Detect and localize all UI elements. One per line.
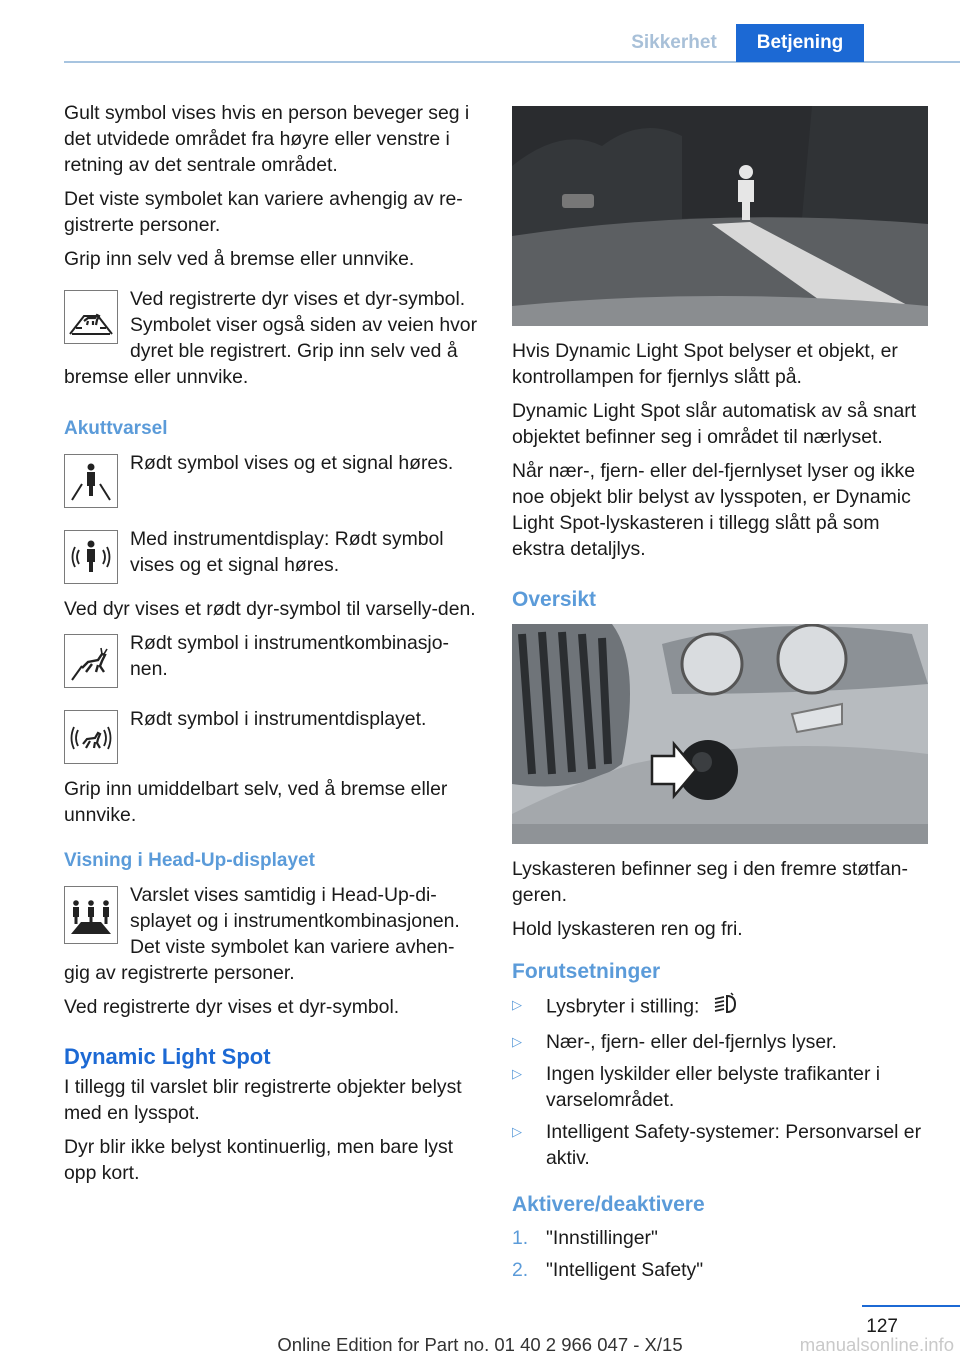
- animal-warning-text: Ved registrerte dyr vises et dyr-symbol. Symbolet viser også siden av veien hvor dyret ble registrert. Grip inn selv ved å bremse eller unnvike.: [64, 288, 478, 388]
- triangle-bullet-icon: ▷: [512, 1124, 522, 1139]
- person-signal-icon: [64, 530, 118, 584]
- road-light-spot-image: [512, 106, 928, 326]
- left-column: [64, 100, 480, 1194]
- paragraph-animal-red: Ved dyr vises et rødt dyr-symbol til varselly-den.: [64, 598, 476, 620]
- footer-rule: [862, 1305, 960, 1307]
- list-item: ▷ Lysbryter i stilling:: [512, 992, 928, 1023]
- requirements-list: [512, 992, 928, 1171]
- heading-dynamic-light-spot: Dynamic Light Spot: [64, 1044, 271, 1069]
- heading-aktivere: Aktivere/deaktivere: [512, 1193, 705, 1216]
- headlight-bumper-image: [512, 624, 928, 844]
- paragraph-dls-2: Dyr blir ikke belyst kontinuerlig, men bare lyst opp kort.: [64, 1136, 454, 1184]
- display-block: [64, 706, 480, 768]
- paragraph-dls-1: I tillegg til varslet blir registrerte objekter belyst med en lysspot.: [64, 1076, 462, 1124]
- edition-footer: Online Edition for Part no. 01 40 2 966 047 - X/15: [277, 1334, 683, 1355]
- list-item: 2. "Intelligent Safety": [512, 1259, 704, 1281]
- list-item: ▷ Nær-, fjern- eller del-fjernlys lyser.: [512, 1031, 837, 1053]
- deer-road-icon: [64, 634, 118, 688]
- hud-block: [64, 882, 480, 986]
- instrument-display-block: [64, 526, 480, 588]
- instrument-display-text: Med instrumentdisplay: Rødt symbol vises og et signal høres.: [130, 528, 444, 576]
- display-text: Rødt symbol i instrumentdisplayet.: [130, 708, 427, 730]
- list-item: ▷ Intelligent Safety-systemer: Personvarsel er aktiv.: [512, 1121, 922, 1169]
- page-number: 127: [866, 1316, 898, 1337]
- heading-oversikt: Oversikt: [512, 588, 597, 611]
- heading-hud: Visning i Head-Up-displayet: [64, 850, 315, 871]
- list-item: 1. "Innstillinger": [512, 1227, 658, 1249]
- watermark: manualsonline.info: [799, 1334, 954, 1355]
- persons-hud-icon: [64, 886, 118, 944]
- paragraph-hud-animal: Ved registrerte dyr vises et dyr-symbol.: [64, 996, 400, 1018]
- paragraph-right-1: Hvis Dynamic Light Spot belyser et objekt, er kontrollampen for fjernlys slått på.: [512, 340, 898, 388]
- kombi-block: [64, 630, 480, 692]
- kombi-text: Rødt symbol i instrumentkombinasjo-nen.: [130, 632, 449, 680]
- tab-sikkerhet[interactable]: Sikkerhet: [631, 32, 717, 53]
- hud-text: Varslet vises samtidig i Head-Up-di-splayet og i instrumentkombinasjonen. Det viste symbolet kan variere avhen-gig av registrerte personer.: [64, 884, 460, 984]
- animal-warning-block: [64, 286, 480, 390]
- triangle-bullet-icon: ▷: [512, 997, 522, 1012]
- heading-akuttvarsel: Akuttvarsel: [64, 418, 168, 439]
- paragraph-right-4: Lyskasteren befinner seg i den fremre støtfan-geren.: [512, 858, 908, 906]
- red-symbol-block: [64, 450, 480, 512]
- heading-forutsetninger: Forutsetninger: [512, 960, 661, 983]
- paragraph-right-3: Når nær-, fjern- eller del-fjernlyset lyser og ikke noe objekt blir belyst av lysspoten, er Dynamic Light Spot-lyskasteren i tillegg slått på som ekstra detaljlys.: [512, 460, 916, 560]
- list-item: ▷ Ingen lyskilder eller belyste trafikanter i varselområdet.: [512, 1063, 881, 1111]
- steps-list: [512, 1225, 928, 1283]
- paragraph-symbol-varies: Det viste symbolet kan variere avhengig av re-gistrerte personer.: [64, 188, 463, 236]
- right-column: [512, 106, 928, 1289]
- animal-road-icon: [64, 290, 118, 344]
- triangle-bullet-icon: ▷: [512, 1066, 522, 1081]
- headlight-switch-icon: [713, 992, 739, 1023]
- person-road-icon: [64, 454, 118, 508]
- deer-signal-icon: [64, 710, 118, 764]
- tab-betjening[interactable]: Betjening: [736, 24, 864, 62]
- triangle-bullet-icon: ▷: [512, 1034, 522, 1049]
- red-symbol-text: Rødt symbol vises og et signal høres.: [130, 452, 454, 474]
- paragraph-right-2: Dynamic Light Spot slår automatisk av så snart objektet befinner seg i området til nærlyset.: [512, 400, 917, 448]
- paragraph-intervene-now: Grip inn umiddelbart selv, ved å bremse eller unnvike.: [64, 778, 448, 826]
- paragraph-right-5: Hold lyskasteren ren og fri.: [512, 918, 743, 940]
- paragraph-yellow-symbol: Gult symbol vises hvis en person beveger seg i det utvidede området fra høyre eller venstre i retning av det sentrale området.: [64, 102, 470, 176]
- paragraph-intervene: Grip inn selv ved å bremse eller unnvike.: [64, 248, 415, 270]
